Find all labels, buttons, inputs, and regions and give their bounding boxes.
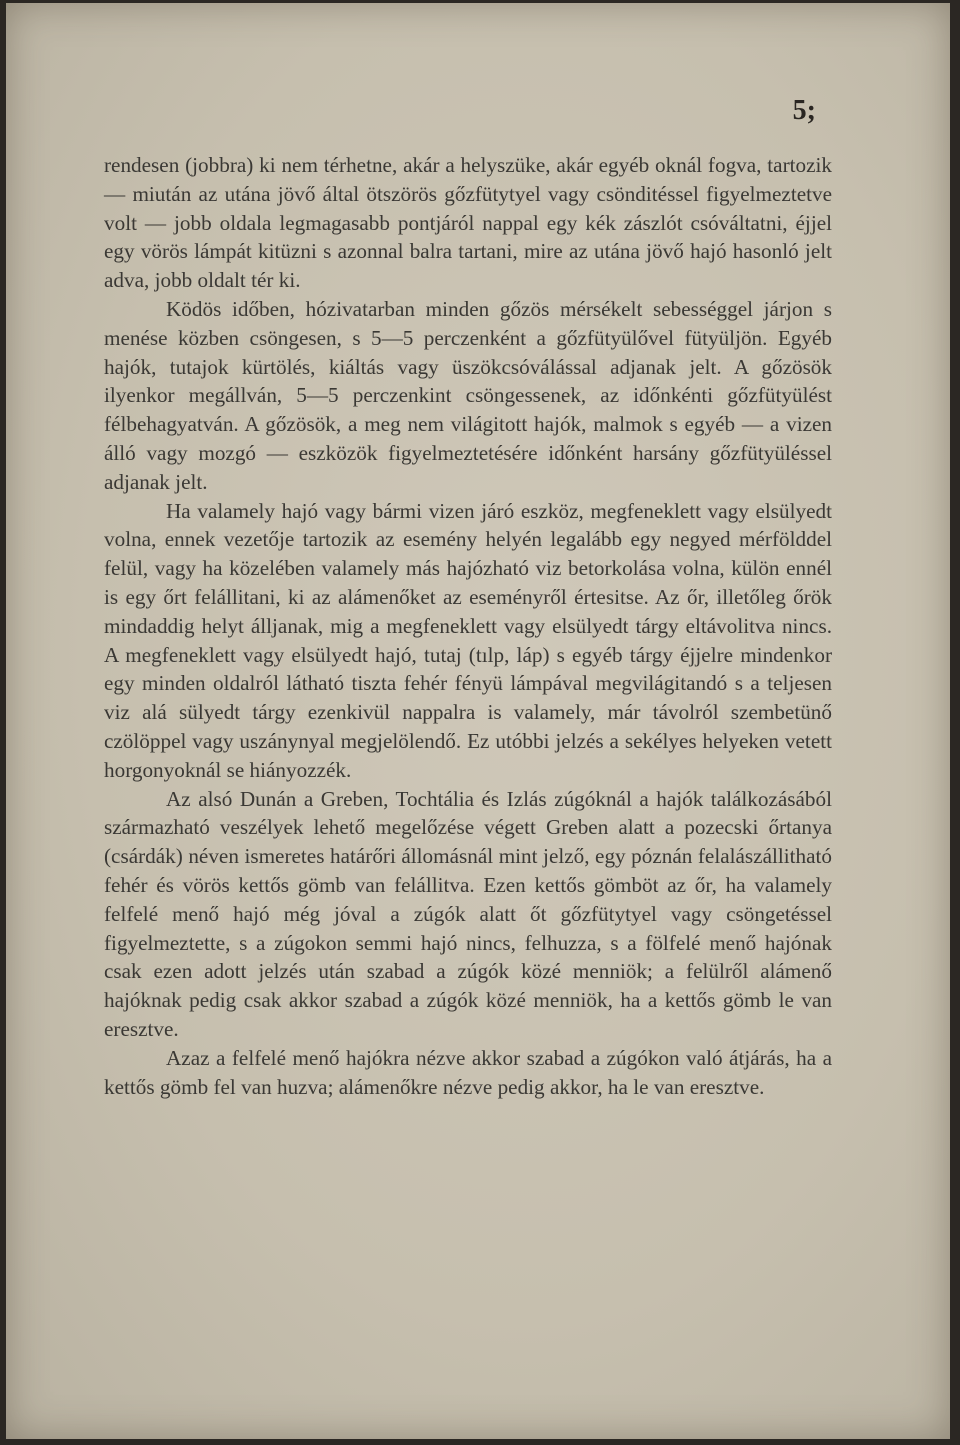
paragraph-fog-signals: Ködös időben, hózivatarban minden gőzös mérsékelt sebességgel járjon s menése közben csöngesen, s 5—5 perczenként a gőzfütyülővel fütyüljön. Egyéb hajók, tutajok kürtölés, kiáltás vagy üszökcsóválással adjanak jelt. A gőzösök ilyenkor megállván, 5—5 perczenkint csöngessenek, az időnkénti gőzfütyülést félbehagyatván. A gőzösök, a meg nem világitott hajók, malmok s egyéb — a vizen álló vagy mozgó — eszközök figyelmeztetésére időnként harsány gőzfütyüléssel adjanak jelt. — [104, 296, 832, 494]
page-number: 5; — [792, 95, 816, 126]
paragraph-sunken-vessels: Ha valamely hajó vagy bármi vizen járó eszköz, megfeneklett vagy elsülyedt volna, ennek vezetője tartozik az esemény helyén legalább egy negyed mérfölddel felül, vagy ha közelében valamely más hajózható viz betorkolása volna, külön ennél is egy őrt felállitani, ki az alámenőket az eseményről értesitse. Az őr, illetőleg őrök mindaddig helyt álljanak, mig a megfeneklett vagy elsülyedt tárgy eltávolitva nincs. A megfeneklett vagy elsülyedt hajó, tutaj (tılp, láp) s egyéb tárgy éjjelre mindenkor egy minden oldalról látható tiszta fehér fényü lámpával megvilágitandó s a teljesen viz alá sülyedt tárgy ezenkivül nappalra is valamely, már távolról szembetünő czölöppel vagy uszánynyal megjelölendő. Ez utóbbi jelzés a sekélyes helyeken vetett horgonyoknál se hiányozzék. — [104, 498, 832, 782]
book-page — [6, 3, 950, 1439]
paragraph-summary: Azaz a felfelé menő hajókra nézve akkor szabad a zúgókon való átjárás, ha a kettős gömb fel van huzva; alámenőkre nézve pedig akkor, ha le van eresztve. — [104, 1045, 832, 1099]
paragraph-continuation: rendesen (jobbra) ki nem térhetne, akár a helyszüke, akár egyéb oknál fogva, tartozik — miután az utána jövő által ötszörös gőzfütytyel vagy csönditéssel figyelmeztetve volt — jobb oldala legmagasabb pontjáról nappal egy kék zászlót csóváltatni, éjjel egy vörös lámpát kitüzni s azonnal balra tartani, mire az utána jövő hajó hasonló jelt adva, jobb oldalt tér ki. — [104, 153, 832, 293]
paragraph-lower-danube: Az alsó Dunán a Greben, Tochtália és Izlás zúgóknál a hajók találkozásából származható veszélyek lehető megelőzése végett Greben alatt a pozecski őrtanya (csárdák) néven ismeretes határőri állomásnál mint jelző, egy póznán felalászállitható fehér és vörös kettős gömb van felállitva. Ezen kettős gömböt az őr, ha valamely felfelé menő hajó még jóval a zúgók alatt őt gőzfütytyel vagy csöngetéssel figyelmeztette, s a zúgokon semmi hajó nincs, felhuzza, s a fölfelé menő hajónak csak ezen adott jelzés után szabad a zúgók közé menniök; a felülről alámenő hajóknak pedig csak akkor szabad a zúgók közé menniök, ha a kettős gömb le van eresztve. — [104, 786, 832, 1041]
body-text — [104, 151, 832, 1101]
